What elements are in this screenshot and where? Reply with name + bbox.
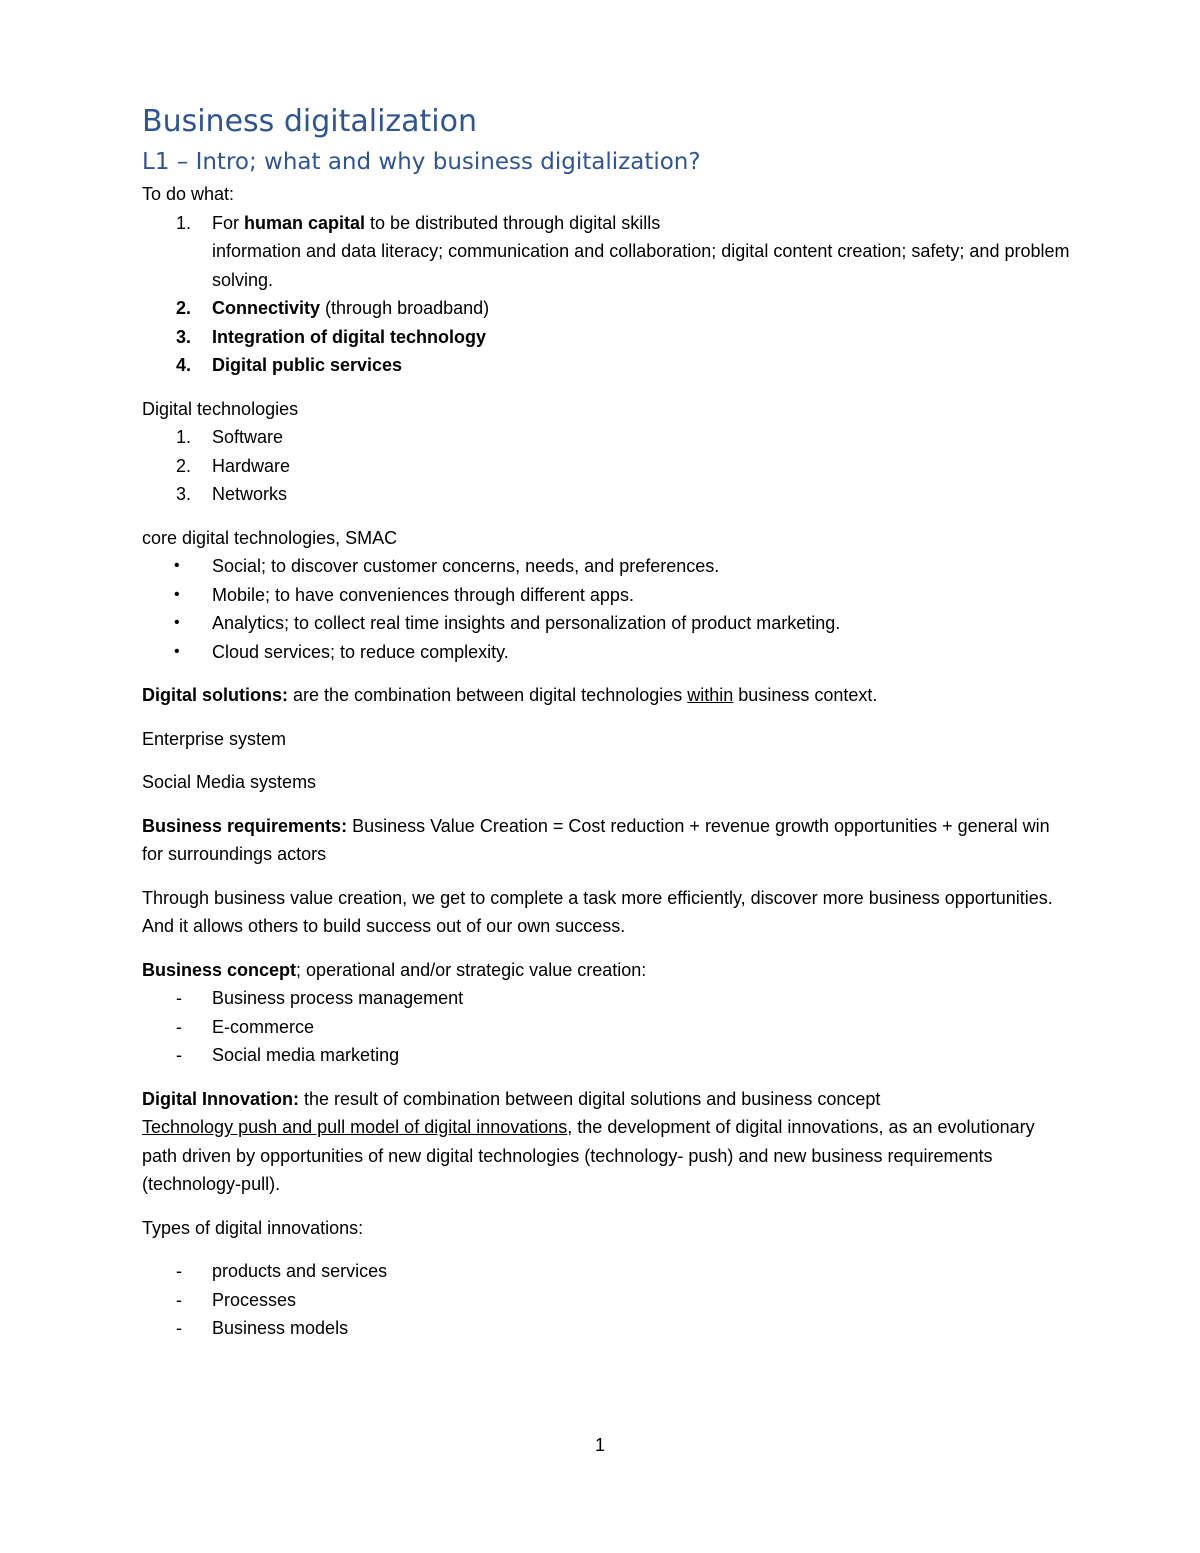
todo-heading: To do what: — [142, 184, 235, 204]
list-item: - Social media marketing — [142, 1041, 1072, 1070]
digital-innovation-paragraph: Digital Innovation: the result of combination between digital solutions and business concept Technology push and pull model of digital innovations, the development of digital innovations, as an evolutionary path driven by opportunities of new digital technologies (technology- push) and new business requirements (technology-pull). — [142, 1088, 1035, 1194]
list-number: 2. — [176, 455, 192, 476]
smac-heading: core digital technologies, SMAC — [142, 527, 398, 548]
list-number: 2. — [176, 298, 192, 318]
social-media-systems-line: Social Media systems — [142, 772, 317, 792]
digital-solutions-paragraph: Digital solutions: are the combination between digital technologies within business context. — [142, 685, 878, 705]
types-list — [142, 1257, 1072, 1343]
document-page — [142, 100, 1072, 1343]
dash: - — [176, 1045, 182, 1065]
list-number: 1. — [176, 212, 192, 233]
list-item: - Processes — [142, 1286, 1072, 1315]
value-creation-paragraph: Through business value creation, we get to complete a task more efficiently, discover more business opportunities. And it allows others to build success out of our own success. — [142, 887, 1053, 936]
list-item: 2. Connectivity (through broadband) — [142, 294, 1072, 323]
list-item: - E-commerce — [142, 1013, 1072, 1042]
page-number: 1 — [594, 1435, 605, 1455]
digital-tech-heading: Digital technologies — [142, 398, 299, 419]
list-item: - Business models — [142, 1314, 1072, 1343]
section-heading: L1 – Intro; what and why business digitalization? — [142, 149, 701, 175]
list-item: • Mobile; to have conveniences through different apps. — [142, 581, 1072, 610]
bullet: • — [174, 642, 180, 660]
list-item: 4. Digital public services — [142, 351, 1072, 380]
digital-tech-list — [142, 423, 1072, 509]
list-item: - Business process management — [142, 984, 1072, 1013]
list-item: • Cloud services; to reduce complexity. — [142, 638, 1072, 667]
list-number: 1. — [176, 427, 192, 447]
list-item-detail: information and data literacy; communication and collaboration; digital content creation; safety; and problem solving. — [212, 241, 1070, 290]
list-item: 3. Integration of digital technology — [142, 323, 1072, 352]
smac-list — [142, 552, 1072, 666]
dash: - — [176, 1318, 182, 1338]
list-number: 4. — [176, 355, 192, 375]
dash: - — [176, 988, 182, 1008]
enterprise-system-line: Enterprise system — [142, 728, 287, 749]
list-item: 1. For human capital to be distributed through digital skills information and data literacy; communication and collaboration; digital content creation; safety; and problem solving. — [142, 209, 1072, 295]
list-item: - products and services — [142, 1257, 1072, 1286]
list-item: 3. Networks — [142, 480, 1072, 509]
list-item: 1. Software — [142, 423, 1072, 452]
bullet: • — [174, 557, 180, 574]
list-item: • Analytics; to collect real time insights and personalization of product marketing. — [142, 609, 1072, 638]
dash: - — [176, 1289, 182, 1310]
todo-list — [142, 209, 1072, 380]
document-title: Business digitalization — [142, 104, 477, 139]
types-heading: Types of digital innovations: — [142, 1217, 364, 1238]
business-concept-list — [142, 984, 1072, 1070]
business-concept-heading: Business concept; operational and/or strategic value creation: — [142, 959, 647, 980]
list-item: • Social; to discover customer concerns, needs, and preferences. — [142, 552, 1072, 581]
list-item: 2. Hardware — [142, 452, 1072, 481]
dash: - — [176, 1261, 182, 1281]
business-requirements-paragraph: Business requirements: Business Value Creation = Cost reduction + revenue growth opportunities + general win for surroundings actors — [142, 815, 1050, 864]
bullet: • — [174, 585, 180, 603]
dash: - — [176, 1016, 182, 1037]
list-number: 3. — [176, 484, 192, 504]
bullet: • — [174, 614, 180, 631]
list-number: 3. — [176, 326, 192, 347]
